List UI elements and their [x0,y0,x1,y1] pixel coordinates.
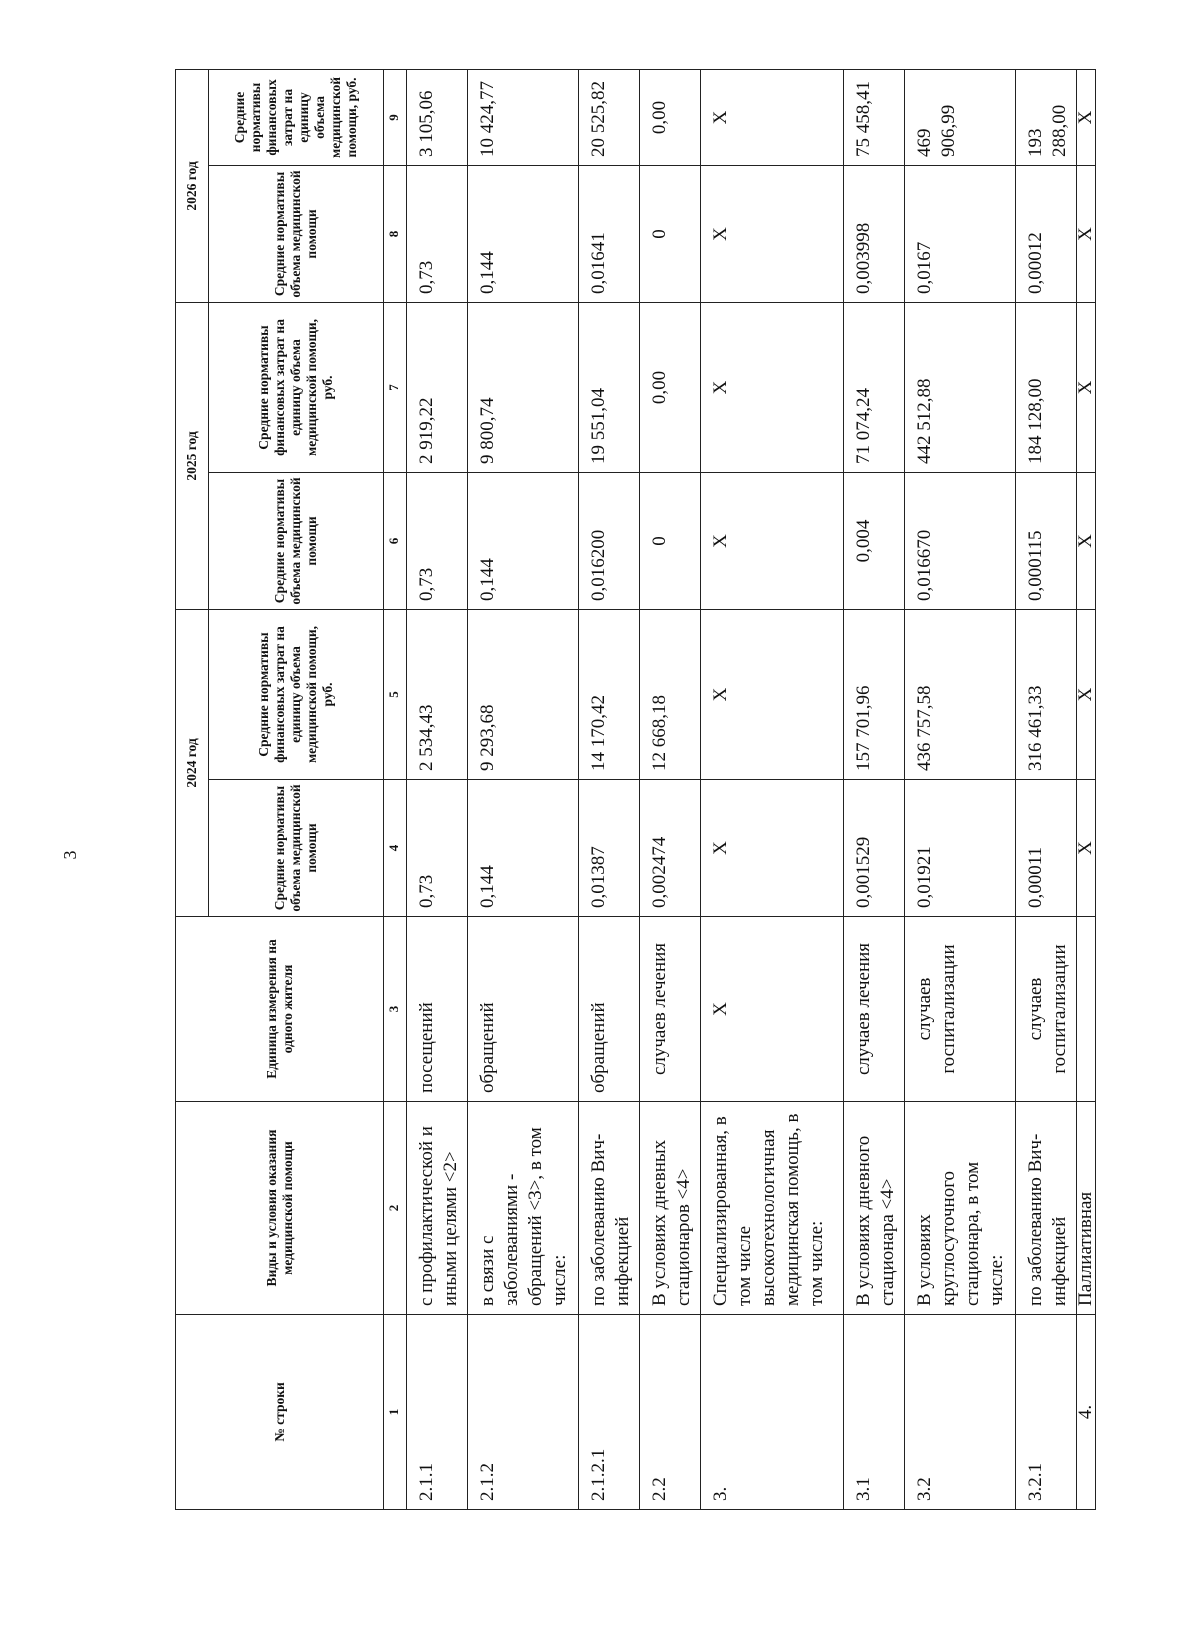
volume-2026: 0,0167 [905,165,1016,302]
table-row [468,69,579,1509]
cost-2025: 19 551,04 [579,302,640,472]
care-type: по заболеванию Вич-инфекцией [579,1102,640,1315]
volume-2025: 0,016670 [905,472,1016,609]
care-type: В условиях круглосуточного стационара, в том числе: [905,1102,1016,1315]
volume-2025: Х [701,472,844,609]
unit: обращений [579,917,640,1102]
column-number: 8 [384,165,407,302]
header-care-type: Виды и условия оказания медицинской помощи [176,1102,384,1315]
cost-2026: 3 105,06 [407,69,468,165]
row-number: 3.1 [844,1315,905,1510]
cost-2025: 2 919,22 [407,302,468,472]
column-number: 9 [384,69,407,165]
cost-2024: Х [701,609,844,779]
care-type: в связи с заболеваниями - обращений <3>, в том числе: [468,1102,579,1315]
volume-2024: 0,01921 [905,780,1016,917]
volume-2024: Х [1077,780,1096,917]
header-year-2026: 2026 год [176,69,209,302]
unit: случаев госпитализации [905,917,1016,1102]
row-number: 4. [1077,1315,1096,1510]
column-number: 3 [384,917,407,1102]
care-type: с профилактической и иными целями <2> [407,1102,468,1315]
volume-2026: 0 [640,165,701,302]
care-type: Специализированная, в том числе высокотехнологичная медицинская помощь, в том числе: [701,1102,844,1315]
volume-2025: 0,73 [407,472,468,609]
cost-2024: 12 668,18 [640,609,701,779]
row-number: 3. [701,1315,844,1510]
cost-2024: 157 701,96 [844,609,905,779]
table-row [701,69,844,1509]
row-number: 3.2 [905,1315,1016,1510]
cost-2025: 0,00 [640,302,701,472]
cost-2026: 469 906,99 [905,69,1016,165]
volume-2026: 0,003998 [844,165,905,302]
column-numbers-row [384,69,407,1509]
volume-2026: Х [1077,165,1096,302]
table-row [407,69,468,1509]
column-number: 5 [384,609,407,779]
table-row [844,69,905,1509]
cost-2026: 193 288,00 [1016,69,1077,165]
column-number: 4 [384,780,407,917]
volume-2026: 0,144 [468,165,579,302]
cost-2024: 14 170,42 [579,609,640,779]
header-row-number: № строки [176,1315,384,1510]
row-number: 2.1.1 [407,1315,468,1510]
unit: случаев лечения [640,917,701,1102]
volume-2025: Х [1077,472,1096,609]
cost-2025: 442 512,88 [905,302,1016,472]
volume-2024: 0,002474 [640,780,701,917]
column-number: 2 [384,1102,407,1315]
volume-2024: 0,73 [407,780,468,917]
volume-2025: 0 [640,472,701,609]
header-volume-2026: Средние нормативы объема медицинской помощи [209,165,384,302]
cost-2024: 436 757,58 [905,609,1016,779]
cost-2025: 184 128,00 [1016,302,1077,472]
cost-2026: 10 424,77 [468,69,579,165]
cost-2026: 20 525,82 [579,69,640,165]
table-row [640,69,701,1509]
volume-2024: 0,01387 [579,780,640,917]
rotated-table-container [175,70,1096,1510]
volume-2026: 0,73 [407,165,468,302]
care-type: Паллиативная [1077,1102,1096,1315]
header-cost-2026: Средние нормативы финансовых затрат на единицу объема медицинской помощи, руб. [209,69,384,165]
cost-2026: Х [1077,69,1096,165]
table-row [905,69,1016,1509]
volume-2025: 0,000115 [1016,472,1077,609]
volume-2026: Х [701,165,844,302]
cost-2026: 0,00 [640,69,701,165]
header-year-2025: 2025 год [176,302,209,609]
table-row [579,69,640,1509]
volume-2025: 0,144 [468,472,579,609]
header-cost-2025: Средние нормативы финансовых затрат на единицу объема медицинской помощи, руб. [209,302,384,472]
volume-2025: 0,004 [844,472,905,609]
header-cost-2024: Средние нормативы финансовых затрат на единицу объема медицинской помощи, руб. [209,609,384,779]
row-number: 2.2 [640,1315,701,1510]
volume-2026: 0,01641 [579,165,640,302]
unit: случаев госпитализации [1016,917,1077,1102]
volume-2024: 0,00011 [1016,780,1077,917]
header-year-2024: 2024 год [176,609,209,916]
column-number: 1 [384,1315,407,1510]
header-row-years [176,69,209,1509]
cost-2025: Х [1077,302,1096,472]
unit: Х [701,917,844,1102]
row-number: 2.1.2 [468,1315,579,1510]
unit [1077,917,1096,1102]
header-volume-2024: Средние нормативы объема медицинской помощи [209,780,384,917]
volume-2026: 0,00012 [1016,165,1077,302]
cost-2026: 75 458,41 [844,69,905,165]
cost-2025: 71 074,24 [844,302,905,472]
cost-2024: 2 534,43 [407,609,468,779]
volume-2024: Х [701,780,844,917]
volume-2024: 0,144 [468,780,579,917]
column-number: 6 [384,472,407,609]
care-type: В условиях дневного стационара <4> [844,1102,905,1315]
cost-2025: Х [701,302,844,472]
cost-2024: 9 293,68 [468,609,579,779]
unit: случаев лечения [844,917,905,1102]
header-unit: Единица измерения на одного жителя [176,917,384,1102]
care-type: по заболеванию Вич-инфекцией [1016,1102,1077,1315]
volume-2024: 0,001529 [844,780,905,917]
table-row [1077,69,1096,1509]
column-number: 7 [384,302,407,472]
page-number: 3 [60,850,80,860]
cost-2024: Х [1077,609,1096,779]
row-number: 2.1.2.1 [579,1315,640,1510]
volume-2025: 0,016200 [579,472,640,609]
header-volume-2025: Средние нормативы объема медицинской помощи [209,472,384,609]
care-type: В условиях дневных стационаров <4> [640,1102,701,1315]
medical-norms-table [175,69,1096,1510]
cost-2026: Х [701,69,844,165]
cost-2024: 316 461,33 [1016,609,1077,779]
cost-2025: 9 800,74 [468,302,579,472]
unit: посещений [407,917,468,1102]
row-number: 3.2.1 [1016,1315,1077,1510]
table-row [1016,69,1077,1509]
unit: обращений [468,917,579,1102]
